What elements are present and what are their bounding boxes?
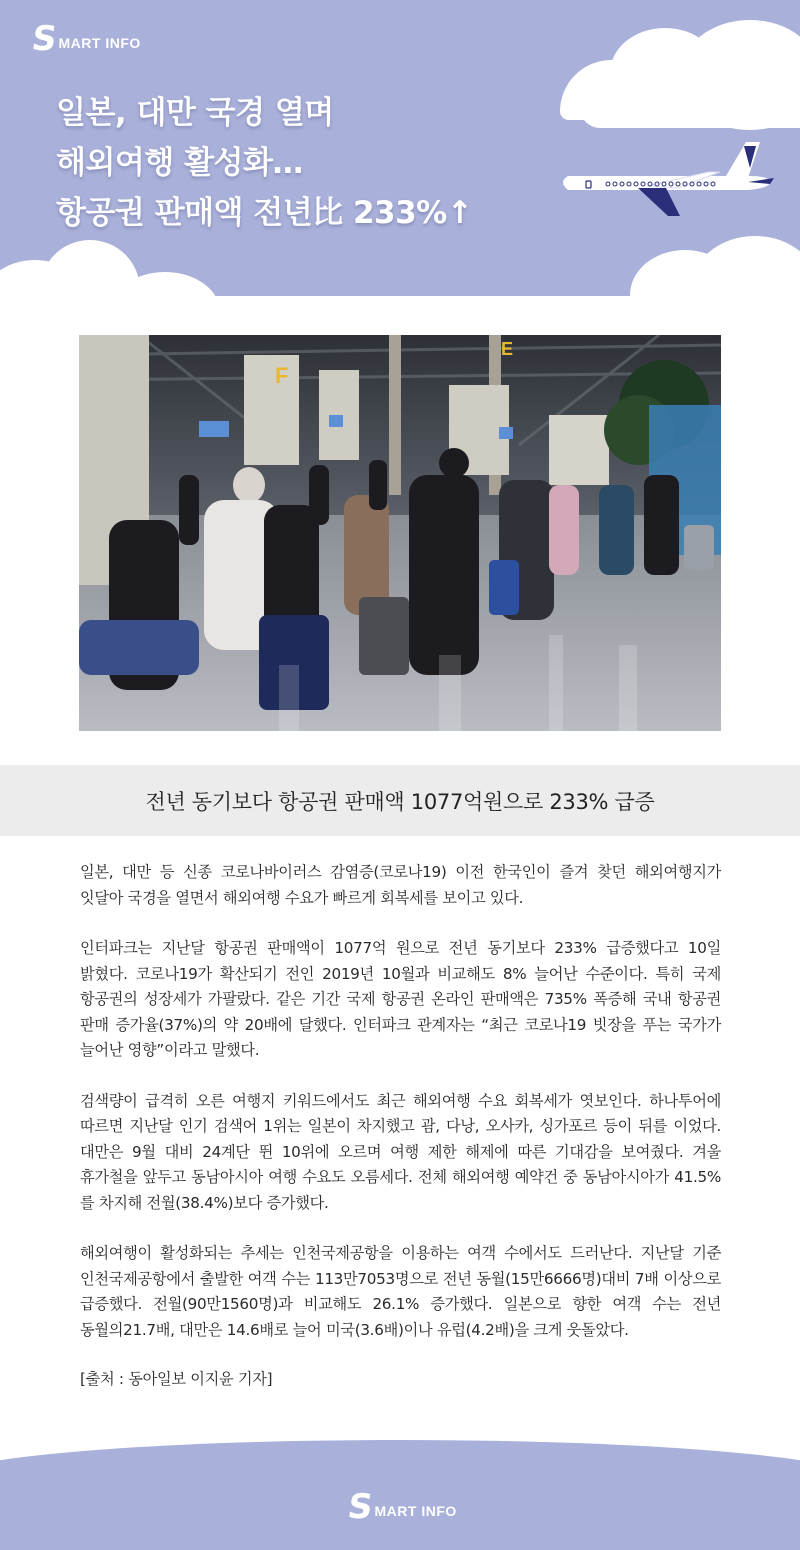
footer-logo-text: MART INFO (374, 1503, 457, 1519)
headline (56, 88, 472, 238)
header-banner (0, 0, 800, 320)
airport-photo-icon (79, 335, 721, 731)
headline-line-3: 항공권 판매액 전년比 233%↑ (56, 195, 473, 231)
logo-text: MART INFO (58, 35, 141, 51)
footer-brand-logo (345, 1487, 457, 1527)
brand-logo (29, 19, 141, 59)
headline-line-1: 일본, 대만 국경 열며 (56, 95, 334, 131)
article-source: [출처 : 동아일보 이지윤 기자] (80, 1370, 273, 1388)
airplane-icon (548, 138, 788, 218)
subtitle: 전년 동기보다 항공권 판매액 1077억원으로 233% 급증 (145, 789, 655, 814)
logo-mark: S (29, 19, 60, 59)
article-body (80, 860, 721, 1389)
article-paragraph-3: 검색량이 급격히 오른 여행지 키워드에서도 최근 해외여행 수요 회복세가 엿보인다. 하나투어에 따르면 지난달 인기 검색어 1위는 일본이 차지했고 괌, 다낭, 오사카, 싱가포르 등이 뒤를 이었다. 대만은 9월 대비 24계단 뛴 10위에 오르며 여행 제한 해제에 따른 기대감을 보여줬다. 겨울 휴가철을 앞두고 동남아시아 여행 수요도 오름세다. 전체 해외여행 예약건 중 동남아시아가 41.5%를 차지해 전월(38.4%)보다 증가했다. (80, 1091, 721, 1212)
headline-line-2: 해외여행 활성화… (56, 145, 303, 181)
airport-photo (79, 335, 721, 731)
svg-text:E: E (501, 339, 514, 359)
svg-text:F: F (275, 363, 289, 388)
footer-logo-mark: S (345, 1487, 376, 1527)
cloud-shape (580, 88, 800, 128)
cloud-shape (690, 236, 800, 320)
subtitle-band (0, 765, 800, 836)
article-paragraph-2: 인터파크는 지난달 항공권 판매액이 1077억 원으로 전년 동기보다 233% 급증했다고 10일 밝혔다. 코로나19가 확산되기 전인 2019년 10월과 비교해도 8% 늘어난 수준이다. 특히 국제 항공권의 성장세가 가팔랐다. 같은 기간 국제 항공권 온라인 판매액은 735% 폭증해 국내 항공권 판매 증가율(37%)의 약 20배에 달했다. 인터파크 관계자는 “최근 코로나19 빗장을 푸는 국가가 늘어난 영향”이라고 말했다. (80, 939, 721, 1059)
article-paragraph-4: 해외여행이 활성화되는 추세는 인천국제공항을 이용하는 여객 수에서도 드러난다. 지난달 기준 인천국제공항에서 출발한 여객 수는 113만7053명으로 전년 동월(15만6666명)대비 7배 이상으로 급증했다. 전월(90만1560명)과 비교해도 26.1% 증가했다. 일본으로 향한 여객 수는 전년 동월의21.7배, 대만은 14.6배로 늘어 미국(3.6배)이나 유럽(4.2배)을 크게 웃돌았다. (80, 1244, 721, 1339)
footer-banner (0, 1440, 800, 1550)
article-paragraph-1: 일본, 대만 등 신종 코로나바이러스 감염증(코로나19) 이전 한국인이 즐겨 찾던 해외여행지가 잇달아 국경을 열면서 해외여행 수요가 빠르게 회복세를 보이고 있다. (80, 863, 721, 907)
